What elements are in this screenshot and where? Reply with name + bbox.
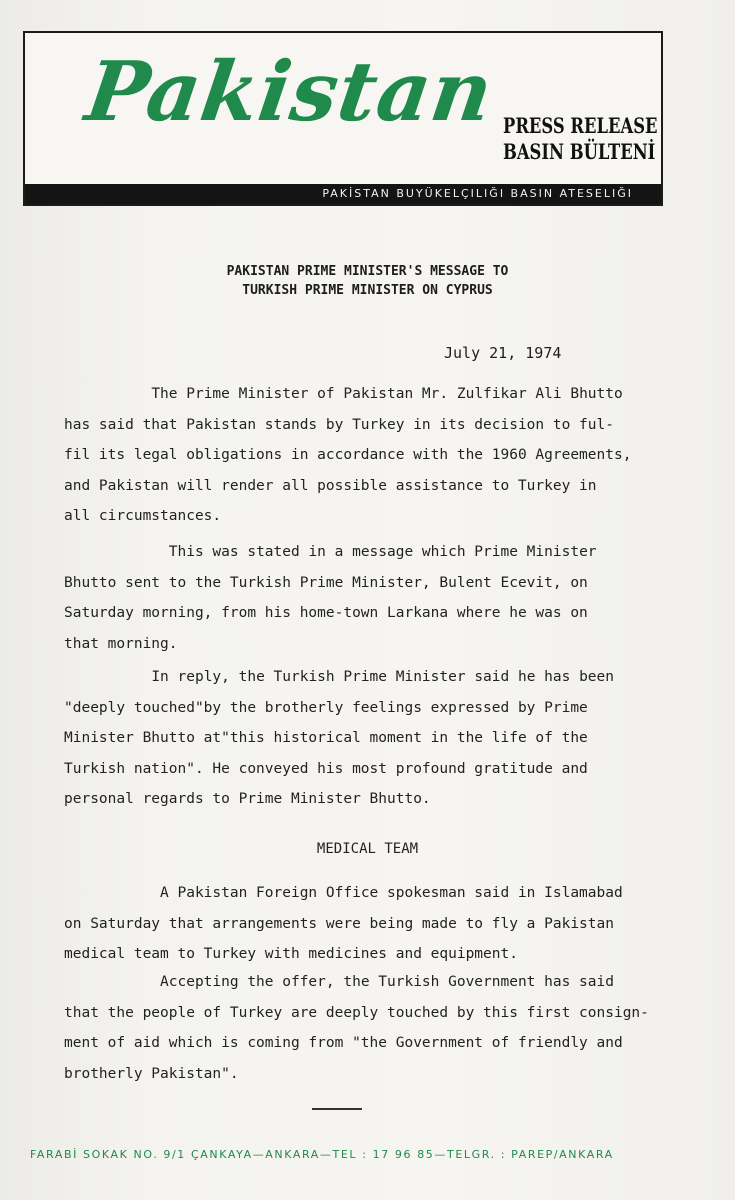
medical-paragraph-1: A Pakistan Foreign Office spokesman said in Islamabad on Saturday that arrangements were being made to fly a Pakistan medical team to Turkey with medicines and equipment. xyxy=(64,885,623,962)
press-release-text: PRESS RELEASE xyxy=(503,113,658,138)
medical-paragraph-2: Accepting the offer, the Turkish Government has said that the people of Turkey are deeply touched by this first consign- ment of aid which is coming from "the Government of friendly and brotherly Pakistan". xyxy=(64,974,649,1082)
pakistan-logo: Pakistan xyxy=(80,44,500,140)
letterhead xyxy=(23,31,663,206)
title-line-2: TURKISH PRIME MINISTER ON CYPRUS xyxy=(242,283,493,298)
footer-address: FARABİ SOKAK NO. 9/1 ÇANKAYA—ANKARA—TEL : 17 96 85—TELGR. : PAREP/ANKARA xyxy=(30,1148,614,1161)
press-release-label xyxy=(503,113,658,165)
paragraph-2: This was stated in a message which Prime Minister Bhutto sent to the Turkish Prime Minister, Bulent Ecevit, on Saturday morning, from his home-town Larkana where he was on that morning. xyxy=(64,544,597,652)
release-date: July 21, 1974 xyxy=(444,344,562,362)
paragraph-1: The Prime Minister of Pakistan Mr. Zulfikar Ali Bhutto has said that Pakistan stands by Turkey in its decision to ful- fil its legal obligations in accordance with the 1960 Agreements, and Pakistan will render all possible assistance to Turkey in all circumstances. xyxy=(64,386,632,524)
medical-team-heading: MEDICAL TEAM xyxy=(316,841,419,857)
title-line-1: PAKISTAN PRIME MINISTER'S MESSAGE TO xyxy=(226,264,509,279)
embassy-band: PAKİSTAN BUYÜKELÇILIĞI BASIN ATESELIĞI xyxy=(25,184,661,204)
basin-bulteni-text: BASIN BÜLTENİ xyxy=(503,139,656,164)
paragraph-3: In reply, the Turkish Prime Minister said he has been "deeply touched"by the brotherly feelings expressed by Prime Minister Bhutto at"this historical moment in the life of the Turkish nation". He conveyed his most profound gratitude and personal regards to Prime Minister Bhutto. xyxy=(64,669,614,807)
end-rule xyxy=(312,1108,362,1110)
document-title xyxy=(0,262,735,300)
